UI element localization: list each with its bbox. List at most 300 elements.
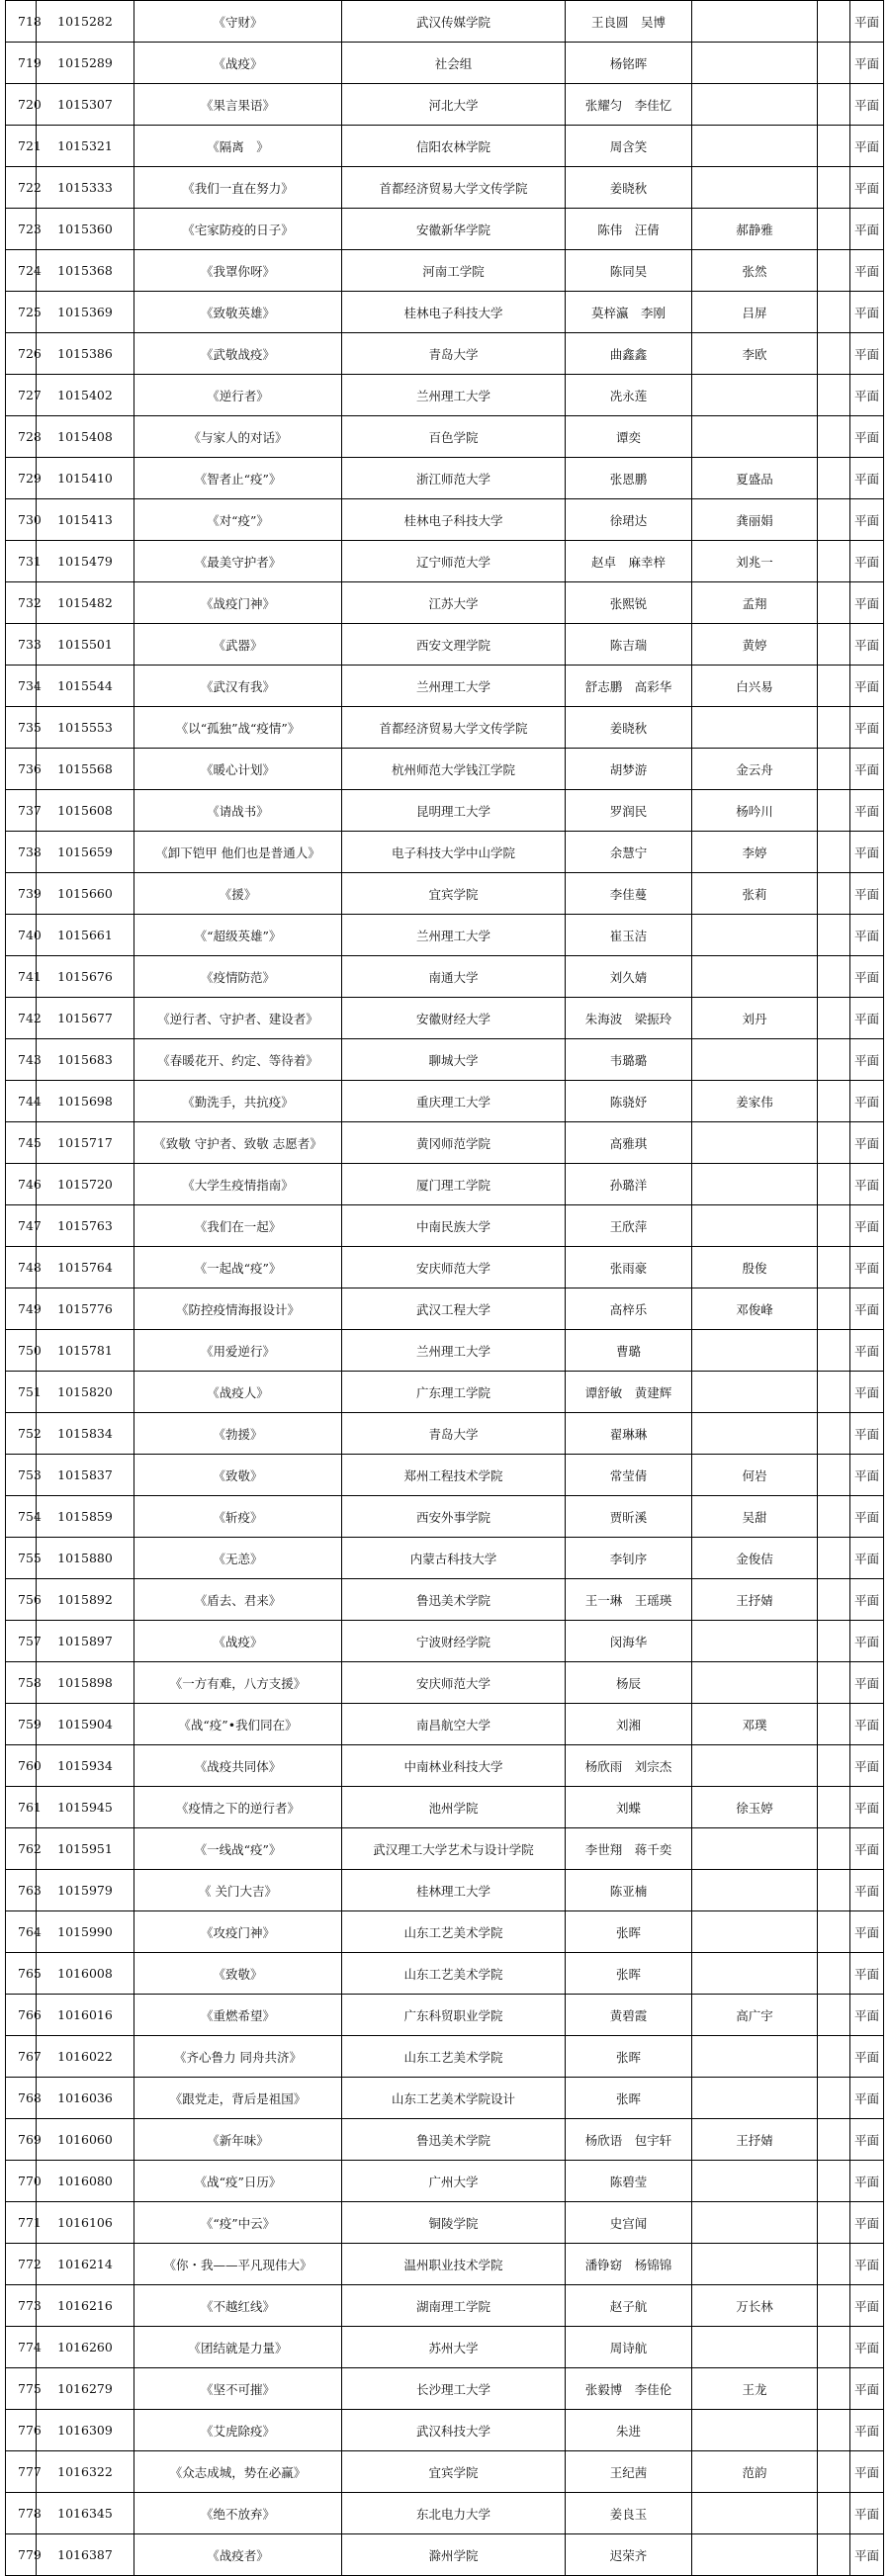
- category-cell: 平面: [850, 1704, 884, 1745]
- advisor-cell: 徐玉婷: [692, 1787, 818, 1828]
- authors-cell: 杨铭晖: [566, 43, 692, 84]
- entry-id-cell: 1015289: [37, 43, 134, 84]
- blank-cell-cell: [818, 582, 850, 624]
- table-row: [6, 292, 884, 333]
- category-cell: 平面: [850, 2119, 884, 2161]
- entry-id-cell: 1015307: [37, 84, 134, 126]
- table-row: [6, 1828, 884, 1870]
- blank-cell-cell: [818, 250, 850, 292]
- blank-cell-cell: [818, 458, 850, 499]
- row-number-cell: 771: [6, 2202, 37, 2244]
- entry-id-cell: 1015608: [37, 790, 134, 832]
- institution-cell: 兰州理工大学: [342, 375, 566, 416]
- authors-cell: 翟琳琳: [566, 1413, 692, 1455]
- institution-cell: 信阳农林学院: [342, 126, 566, 167]
- authors-cell: 崔玉洁: [566, 915, 692, 956]
- advisor-cell: [692, 126, 818, 167]
- institution-cell: 广州大学: [342, 2161, 566, 2202]
- work-title-cell: 《逆行者、守护者、建设者》: [134, 998, 342, 1039]
- authors-cell: 刘湘: [566, 1704, 692, 1745]
- row-number-cell: 770: [6, 2161, 37, 2202]
- institution-cell: 兰州理工大学: [342, 666, 566, 707]
- table-row: [6, 749, 884, 790]
- table-row: [6, 2368, 884, 2410]
- institution-cell: 东北电力大学: [342, 2493, 566, 2534]
- entry-id-cell: 1015568: [37, 749, 134, 790]
- table-row: [6, 1039, 884, 1081]
- blank-cell-cell: [818, 2493, 850, 2534]
- authors-cell: 冼永莲: [566, 375, 692, 416]
- row-number-cell: 720: [6, 84, 37, 126]
- entry-id-cell: 1015934: [37, 1745, 134, 1787]
- table-row: [6, 1745, 884, 1787]
- work-title-cell: 《暖心计划》: [134, 749, 342, 790]
- entry-id-cell: 1015368: [37, 250, 134, 292]
- table-row: [6, 1288, 884, 1330]
- table-row: [6, 1704, 884, 1745]
- advisor-cell: [692, 2036, 818, 2078]
- row-number-cell: 733: [6, 624, 37, 666]
- institution-cell: 池州学院: [342, 1787, 566, 1828]
- authors-cell: 莫梓瀛 李刚: [566, 292, 692, 333]
- category-cell: 平面: [850, 126, 884, 167]
- work-title-cell: 《致敬》: [134, 1455, 342, 1496]
- entry-id-cell: 1016016: [37, 1995, 134, 2036]
- work-title-cell: 《隔离 》: [134, 126, 342, 167]
- entry-id-cell: 1015408: [37, 416, 134, 458]
- category-cell: 平面: [850, 915, 884, 956]
- institution-cell: 青岛大学: [342, 1413, 566, 1455]
- table-row: [6, 2451, 884, 2493]
- advisor-cell: [692, 1745, 818, 1787]
- blank-cell-cell: [818, 2534, 850, 2576]
- institution-cell: 安庆师范大学: [342, 1662, 566, 1704]
- work-title-cell: 《战“疫”日历》: [134, 2161, 342, 2202]
- authors-cell: 陈伟 汪倩: [566, 209, 692, 250]
- advisor-cell: 邓俊峰: [692, 1288, 818, 1330]
- blank-cell-cell: [818, 1787, 850, 1828]
- institution-cell: 首都经济贸易大学文传学院: [342, 707, 566, 749]
- entry-id-cell: 1016214: [37, 2244, 134, 2285]
- work-title-cell: 《团结就是力量》: [134, 2327, 342, 2368]
- authors-cell: 陈骁妤: [566, 1081, 692, 1122]
- institution-cell: 江苏大学: [342, 582, 566, 624]
- authors-cell: 王一琳 王瑶瑛: [566, 1579, 692, 1621]
- authors-cell: 贾昕溪: [566, 1496, 692, 1538]
- category-cell: 平面: [850, 458, 884, 499]
- row-number-cell: 776: [6, 2410, 37, 2451]
- row-number-cell: 747: [6, 1205, 37, 1247]
- category-cell: 平面: [850, 2202, 884, 2244]
- blank-cell-cell: [818, 2161, 850, 2202]
- authors-cell: 余慧宁: [566, 832, 692, 873]
- blank-cell-cell: [818, 2451, 850, 2493]
- advisor-cell: [692, 956, 818, 998]
- work-title-cell: 《勤洗手，共抗疫》: [134, 1081, 342, 1122]
- institution-cell: 南昌航空大学: [342, 1704, 566, 1745]
- table-row: [6, 1496, 884, 1538]
- advisor-cell: 杨吟川: [692, 790, 818, 832]
- institution-cell: 山东工艺美术学院: [342, 2036, 566, 2078]
- institution-cell: 鲁迅美术学院: [342, 2119, 566, 2161]
- category-cell: 平面: [850, 416, 884, 458]
- authors-cell: 陈吉瑞: [566, 624, 692, 666]
- table-row: [6, 1579, 884, 1621]
- advisor-cell: 姜家伟: [692, 1081, 818, 1122]
- work-title-cell: 《武敬战疫》: [134, 333, 342, 375]
- work-title-cell: 《跟党走，背后是祖国》: [134, 2078, 342, 2119]
- entry-id-cell: 1015413: [37, 499, 134, 541]
- row-number-cell: 727: [6, 375, 37, 416]
- advisor-cell: 高广宇: [692, 1995, 818, 2036]
- entry-id-cell: 1016387: [37, 2534, 134, 2576]
- row-number-cell: 745: [6, 1122, 37, 1164]
- work-title-cell: 《艾虎除疫》: [134, 2410, 342, 2451]
- advisor-cell: [692, 2410, 818, 2451]
- category-cell: 平面: [850, 2244, 884, 2285]
- authors-cell: 陈亚楠: [566, 1870, 692, 1911]
- work-title-cell: 《齐心鲁力 同舟共济》: [134, 2036, 342, 2078]
- row-number-cell: 761: [6, 1787, 37, 1828]
- category-cell: 平面: [850, 956, 884, 998]
- work-title-cell: 《一方有难，八方支援》: [134, 1662, 342, 1704]
- blank-cell-cell: [818, 1039, 850, 1081]
- authors-cell: 陈碧莹: [566, 2161, 692, 2202]
- work-title-cell: 《防控疫情海报设计》: [134, 1288, 342, 1330]
- row-number-cell: 742: [6, 998, 37, 1039]
- table-row: [6, 873, 884, 915]
- institution-cell: 宜宾学院: [342, 2451, 566, 2493]
- institution-cell: 兰州理工大学: [342, 915, 566, 956]
- advisor-cell: 何岩: [692, 1455, 818, 1496]
- institution-cell: 昆明理工大学: [342, 790, 566, 832]
- entry-id-cell: 1015333: [37, 167, 134, 209]
- blank-cell-cell: [818, 1662, 850, 1704]
- table-row: [6, 2202, 884, 2244]
- institution-cell: 宁波财经学院: [342, 1621, 566, 1662]
- table-row: [6, 84, 884, 126]
- advisor-cell: 刘丹: [692, 998, 818, 1039]
- row-number-cell: 757: [6, 1621, 37, 1662]
- table-row: [6, 458, 884, 499]
- work-title-cell: 《致敬 守护者、致敬 志愿者》: [134, 1122, 342, 1164]
- blank-cell-cell: [818, 1704, 850, 1745]
- authors-cell: 周诗航: [566, 2327, 692, 2368]
- authors-cell: 史宫闻: [566, 2202, 692, 2244]
- blank-cell-cell: [818, 1953, 850, 1995]
- advisor-cell: [692, 1621, 818, 1662]
- category-cell: 平面: [850, 2451, 884, 2493]
- work-title-cell: 《重燃希望》: [134, 1995, 342, 2036]
- category-cell: 平面: [850, 1247, 884, 1288]
- row-number-cell: 725: [6, 292, 37, 333]
- institution-cell: 武汉工程大学: [342, 1288, 566, 1330]
- category-cell: 平面: [850, 167, 884, 209]
- category-cell: 平面: [850, 1828, 884, 1870]
- row-number-cell: 773: [6, 2285, 37, 2327]
- work-title-cell: 《战“疫”•我们同在》: [134, 1704, 342, 1745]
- authors-cell: 杨欣雨 刘宗杰: [566, 1745, 692, 1787]
- work-title-cell: 《我们一直在努力》: [134, 167, 342, 209]
- work-title-cell: 《疫情防范》: [134, 956, 342, 998]
- table-row: [6, 1455, 884, 1496]
- row-number-cell: 729: [6, 458, 37, 499]
- row-number-cell: 731: [6, 541, 37, 582]
- category-cell: 平面: [850, 2078, 884, 2119]
- table-row: [6, 2285, 884, 2327]
- category-cell: 平面: [850, 375, 884, 416]
- work-title-cell: 《无恙》: [134, 1538, 342, 1579]
- advisor-cell: [692, 1122, 818, 1164]
- work-title-cell: 《武器》: [134, 624, 342, 666]
- advisor-cell: 郝静雅: [692, 209, 818, 250]
- blank-cell-cell: [818, 1205, 850, 1247]
- category-cell: 平面: [850, 2493, 884, 2534]
- row-number-cell: 736: [6, 749, 37, 790]
- advisor-cell: 殷俊: [692, 1247, 818, 1288]
- institution-cell: 聊城大学: [342, 1039, 566, 1081]
- advisor-cell: [692, 1330, 818, 1372]
- advisor-cell: 王龙: [692, 2368, 818, 2410]
- table-row: [6, 250, 884, 292]
- row-number-cell: 763: [6, 1870, 37, 1911]
- blank-cell-cell: [818, 84, 850, 126]
- institution-cell: 武汉传媒学院: [342, 1, 566, 43]
- work-title-cell: 《盾去、君来》: [134, 1579, 342, 1621]
- institution-cell: 苏州大学: [342, 2327, 566, 2368]
- category-cell: 平面: [850, 1288, 884, 1330]
- authors-cell: 张晖: [566, 2078, 692, 2119]
- table-row: [6, 2161, 884, 2202]
- authors-cell: 罗润民: [566, 790, 692, 832]
- entry-id-cell: 1016345: [37, 2493, 134, 2534]
- entry-id-cell: 1015979: [37, 1870, 134, 1911]
- institution-cell: 西安文理学院: [342, 624, 566, 666]
- advisor-cell: [692, 1205, 818, 1247]
- blank-cell-cell: [818, 1496, 850, 1538]
- authors-cell: 迟荣齐: [566, 2534, 692, 2576]
- blank-cell-cell: [818, 1122, 850, 1164]
- row-number-cell: 775: [6, 2368, 37, 2410]
- row-number-cell: 740: [6, 915, 37, 956]
- entry-id-cell: 1015677: [37, 998, 134, 1039]
- category-cell: 平面: [850, 873, 884, 915]
- entry-id-cell: 1015945: [37, 1787, 134, 1828]
- institution-cell: 黄冈师范学院: [342, 1122, 566, 1164]
- institution-cell: 厦门理工学院: [342, 1164, 566, 1205]
- authors-cell: 谭奕: [566, 416, 692, 458]
- entry-id-cell: 1016322: [37, 2451, 134, 2493]
- table-row: [6, 2244, 884, 2285]
- advisor-cell: [692, 2244, 818, 2285]
- advisor-cell: 金俊佶: [692, 1538, 818, 1579]
- category-cell: 平面: [850, 1870, 884, 1911]
- authors-cell: 张耀匀 李佳忆: [566, 84, 692, 126]
- blank-cell-cell: [818, 1911, 850, 1953]
- authors-cell: 杨辰: [566, 1662, 692, 1704]
- work-title-cell: 《众志成城，势在必赢》: [134, 2451, 342, 2493]
- category-cell: 平面: [850, 1953, 884, 1995]
- row-number-cell: 751: [6, 1372, 37, 1413]
- advisor-cell: 张然: [692, 250, 818, 292]
- authors-cell: 姜良玉: [566, 2493, 692, 2534]
- row-number-cell: 760: [6, 1745, 37, 1787]
- row-number-cell: 759: [6, 1704, 37, 1745]
- blank-cell-cell: [818, 1081, 850, 1122]
- blank-cell-cell: [818, 416, 850, 458]
- entry-id-cell: 1015834: [37, 1413, 134, 1455]
- entry-id-cell: 1015837: [37, 1455, 134, 1496]
- blank-cell-cell: [818, 2244, 850, 2285]
- institution-cell: 铜陵学院: [342, 2202, 566, 2244]
- blank-cell-cell: [818, 1579, 850, 1621]
- work-title-cell: 《以“孤独”战“疫情”》: [134, 707, 342, 749]
- entry-id-cell: 1015880: [37, 1538, 134, 1579]
- authors-cell: 张雨豪: [566, 1247, 692, 1288]
- authors-cell: 张恩鹏: [566, 458, 692, 499]
- entry-id-cell: 1015661: [37, 915, 134, 956]
- authors-cell: 杨欣语 包宇轩: [566, 2119, 692, 2161]
- blank-cell-cell: [818, 707, 850, 749]
- row-number-cell: 767: [6, 2036, 37, 2078]
- category-cell: 平面: [850, 1995, 884, 2036]
- blank-cell-cell: [818, 1828, 850, 1870]
- category-cell: 平面: [850, 499, 884, 541]
- entry-id-cell: 1015764: [37, 1247, 134, 1288]
- category-cell: 平面: [850, 2327, 884, 2368]
- table-row: [6, 624, 884, 666]
- work-title-cell: 《疫情之下的逆行者》: [134, 1787, 342, 1828]
- advisor-cell: 吕屏: [692, 292, 818, 333]
- row-number-cell: 739: [6, 873, 37, 915]
- advisor-cell: 孟翔: [692, 582, 818, 624]
- entry-id-cell: 1015659: [37, 832, 134, 873]
- row-number-cell: 779: [6, 2534, 37, 2576]
- blank-cell-cell: [818, 1413, 850, 1455]
- authors-cell: 潘铮窈 杨锦锦: [566, 2244, 692, 2285]
- institution-cell: 兰州理工大学: [342, 1330, 566, 1372]
- blank-cell-cell: [818, 209, 850, 250]
- institution-cell: 重庆理工大学: [342, 1081, 566, 1122]
- award-results-table: [5, 0, 884, 2576]
- blank-cell-cell: [818, 1538, 850, 1579]
- advisor-cell: [692, 1662, 818, 1704]
- institution-cell: 社会组: [342, 43, 566, 84]
- table-row: [6, 1081, 884, 1122]
- authors-cell: 刘久婧: [566, 956, 692, 998]
- advisor-cell: [692, 1870, 818, 1911]
- advisor-cell: 王抒婧: [692, 2119, 818, 2161]
- institution-cell: 广东理工学院: [342, 1372, 566, 1413]
- advisor-cell: [692, 43, 818, 84]
- table-row: [6, 1330, 884, 1372]
- work-title-cell: 《果言果语》: [134, 84, 342, 126]
- institution-cell: 湖南理工学院: [342, 2285, 566, 2327]
- blank-cell-cell: [818, 43, 850, 84]
- blank-cell-cell: [818, 1745, 850, 1787]
- institution-cell: 长沙理工大学: [342, 2368, 566, 2410]
- work-title-cell: 《绝不放弃》: [134, 2493, 342, 2534]
- work-title-cell: 《宅家防疫的日子》: [134, 209, 342, 250]
- authors-cell: 朱海波 梁振玲: [566, 998, 692, 1039]
- authors-cell: 姜晓秋: [566, 167, 692, 209]
- authors-cell: 胡梦游: [566, 749, 692, 790]
- row-number-cell: 750: [6, 1330, 37, 1372]
- institution-cell: 电子科技大学中山学院: [342, 832, 566, 873]
- row-number-cell: 723: [6, 209, 37, 250]
- blank-cell-cell: [818, 2285, 850, 2327]
- row-number-cell: 738: [6, 832, 37, 873]
- category-cell: 平面: [850, 1039, 884, 1081]
- category-cell: 平面: [850, 43, 884, 84]
- authors-cell: 高雅琪: [566, 1122, 692, 1164]
- table-row: [6, 1164, 884, 1205]
- entry-id-cell: 1015482: [37, 582, 134, 624]
- authors-cell: 张晖: [566, 1953, 692, 1995]
- advisor-cell: [692, 2161, 818, 2202]
- category-cell: 平面: [850, 1662, 884, 1704]
- row-number-cell: 754: [6, 1496, 37, 1538]
- entry-id-cell: 1016309: [37, 2410, 134, 2451]
- category-cell: 平面: [850, 333, 884, 375]
- row-number-cell: 769: [6, 2119, 37, 2161]
- entry-id-cell: 1016106: [37, 2202, 134, 2244]
- authors-cell: 曹璐: [566, 1330, 692, 1372]
- work-title-cell: 《致敬英雄》: [134, 292, 342, 333]
- blank-cell-cell: [818, 2036, 850, 2078]
- work-title-cell: 《守财》: [134, 1, 342, 43]
- advisor-cell: 张莉: [692, 873, 818, 915]
- row-number-cell: 766: [6, 1995, 37, 2036]
- entry-id-cell: 1015479: [37, 541, 134, 582]
- advisor-cell: 王抒婧: [692, 1579, 818, 1621]
- advisor-cell: 李婷: [692, 832, 818, 873]
- institution-cell: 百色学院: [342, 416, 566, 458]
- advisor-cell: 范韵: [692, 2451, 818, 2493]
- authors-cell: 曲鑫鑫: [566, 333, 692, 375]
- blank-cell-cell: [818, 541, 850, 582]
- category-cell: 平面: [850, 1081, 884, 1122]
- blank-cell-cell: [818, 1621, 850, 1662]
- category-cell: 平面: [850, 1122, 884, 1164]
- work-title-cell: 《战疫者》: [134, 2534, 342, 2576]
- category-cell: 平面: [850, 541, 884, 582]
- entry-id-cell: 1015386: [37, 333, 134, 375]
- advisor-cell: [692, 1953, 818, 1995]
- work-title-cell: 《春暖花开、约定、等待着》: [134, 1039, 342, 1081]
- institution-cell: 青岛大学: [342, 333, 566, 375]
- work-title-cell: 《战疫共同体》: [134, 1745, 342, 1787]
- row-number-cell: 721: [6, 126, 37, 167]
- row-number-cell: 741: [6, 956, 37, 998]
- table-row: [6, 666, 884, 707]
- table-row: [6, 1538, 884, 1579]
- category-cell: 平面: [850, 1911, 884, 1953]
- table-row: [6, 1372, 884, 1413]
- blank-cell-cell: [818, 1455, 850, 1496]
- entry-id-cell: 1016008: [37, 1953, 134, 1995]
- category-cell: 平面: [850, 1579, 884, 1621]
- category-cell: 平面: [850, 1621, 884, 1662]
- authors-cell: 张熙锐: [566, 582, 692, 624]
- table-row: [6, 1205, 884, 1247]
- advisor-cell: [692, 84, 818, 126]
- entry-id-cell: 1015660: [37, 873, 134, 915]
- table-row: [6, 499, 884, 541]
- table-row: [6, 832, 884, 873]
- advisor-cell: [692, 2493, 818, 2534]
- entry-id-cell: 1015717: [37, 1122, 134, 1164]
